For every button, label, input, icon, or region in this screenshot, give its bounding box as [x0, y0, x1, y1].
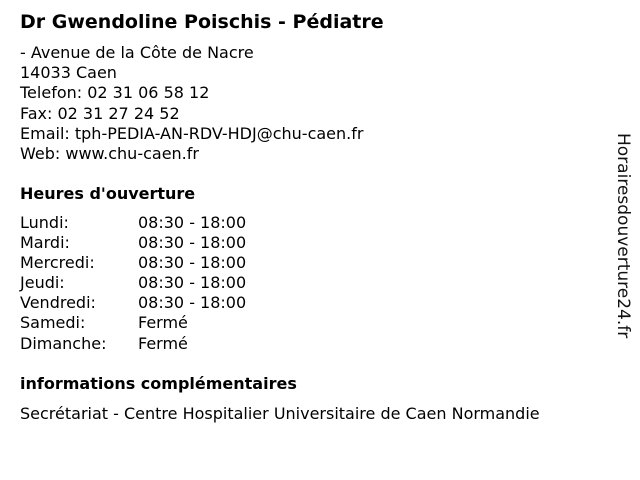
street-address: - Avenue de la Côte de Nacre	[20, 43, 254, 62]
fax-number: Fax: 02 31 27 24 52	[20, 103, 180, 123]
day-label: Mercredi:	[20, 253, 95, 273]
phone-number: Telefon: 02 31 06 58 12	[20, 83, 210, 103]
day-label: Lundi:	[20, 213, 69, 232]
hours-heading: Heures d'ouverture	[20, 184, 196, 203]
city-postcode: 14033 Caen	[20, 63, 117, 83]
watermark-text: Horairesdouverture24.fr	[613, 133, 633, 339]
page-title: Dr Gwendoline Poischis - Pédiatre	[20, 11, 384, 33]
time-value: Fermé	[138, 313, 188, 333]
day-label: Jeudi:	[20, 273, 65, 293]
info-heading: informations complémentaires	[20, 374, 297, 393]
email-address: Email: tph-PEDIA-AN-RDV-HDJ@chu-caen.fr	[20, 123, 364, 143]
time-value: 08:30 - 18:00	[138, 273, 247, 293]
contact-block	[20, 43, 363, 164]
info-text: Secrétariat - Centre Hospitalier Universitaire de Caen Normandie	[20, 404, 540, 423]
site-watermark	[613, 133, 633, 373]
website-address: Web: www.chu-caen.fr	[20, 143, 199, 163]
day-label: Vendredi:	[20, 293, 96, 313]
time-value: 08:30 - 18:00	[138, 213, 247, 232]
time-value: Fermé	[138, 333, 188, 353]
time-value: 08:30 - 18:00	[138, 253, 247, 273]
time-value: 08:30 - 18:00	[138, 233, 247, 253]
time-value: 08:30 - 18:00	[138, 293, 247, 313]
day-label: Dimanche:	[20, 333, 107, 353]
day-label: Mardi:	[20, 233, 70, 253]
day-label: Samedi:	[20, 313, 86, 333]
